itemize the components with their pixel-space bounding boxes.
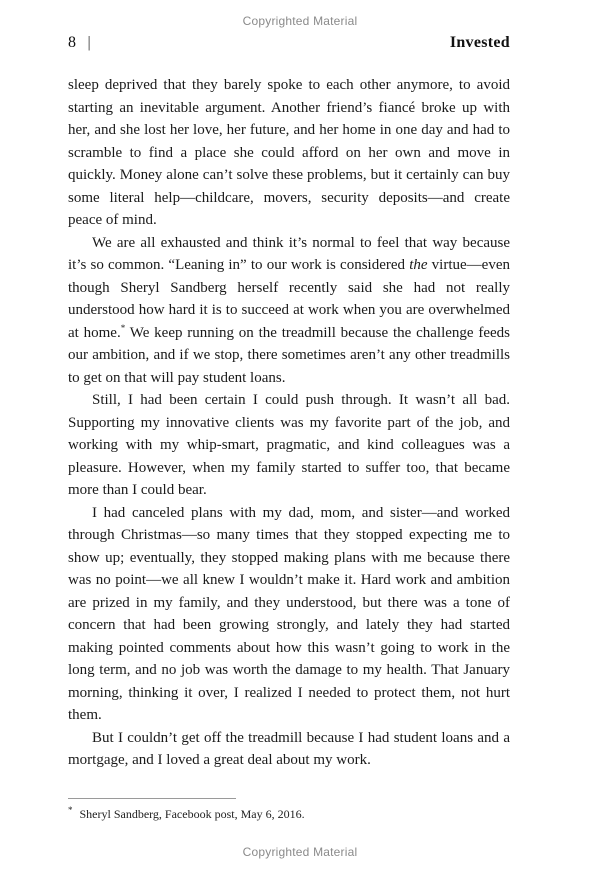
- page-header: [68, 34, 510, 52]
- paragraph: [68, 502, 510, 727]
- paragraph: [68, 727, 510, 772]
- footnote-text: Sheryl Sandberg, Facebook post, May 6, 2016.: [79, 806, 305, 821]
- text-segment: sleep deprived that they barely spoke to each other anymore, to avoid starting an inevitable argument. Another friend’s fiancé broke up with her, and she lost her love, her future, and her home in one day and had to scramble to find a place she could afford on her own and move in quickly. Money alone can’t solve these problems, but it certainly can buy some literal help—childcare, movers, security deposits—and create peace of mind.: [68, 77, 510, 228]
- page-number-separator: |: [87, 34, 92, 51]
- text-segment: I had canceled plans with my dad, mom, and sister—and worked through Christmas—so many times that they stopped expecting me to show up; eventually, they stopped making plans with me because there was no point—we all knew I wouldn’t make it. Hard work and ambition are prized in my family, and they understood, but there was a tone of concern that had been growing strongly, and lately they had started making pointed comments about how this wasn’t going to work in the long term, and no job was worth the damage to my health. That January morning, thinking it over, I realized I needed to protect them, not hurt them.: [68, 504, 510, 723]
- copyright-watermark-bottom: Copyrighted Material: [242, 845, 358, 859]
- paragraph: [68, 232, 510, 390]
- footnote: [68, 804, 510, 822]
- text-segment: virtue—even though Sheryl Sandberg herself recently said she had not really understood how hard it is to succeed at work when you are overwhelmed at home.: [68, 257, 510, 341]
- page-number-value: 8: [68, 34, 77, 51]
- footnote-marker: *: [68, 804, 73, 815]
- paragraph: [68, 74, 510, 232]
- page-number: [68, 34, 91, 52]
- text-segment: But I couldn’t get off the treadmill because I had student loans and a mortgage, and I loved a great deal about my work.: [68, 729, 510, 768]
- copyright-watermark-top: Copyrighted Material: [242, 14, 358, 28]
- book-title: Invested: [449, 34, 510, 51]
- text-segment: We keep running on the treadmill because the challenge feeds our ambition, and if we stop, there sometimes aren’t any other treadmills to get on that will pay student loans.: [68, 324, 511, 386]
- text-segment: Still, I had been certain I could push through. It wasn’t all bad. Supporting my innovative clients was my favorite part of the job, and working with my whip-smart, pragmatic, and kind colleagues was a pleasure. However, when my family started to suffer too, that became more than I could bear.: [68, 392, 510, 498]
- body-text: [68, 74, 510, 772]
- text-segment: We are all exhausted and think it’s normal to feel that way because it’s so common. “Leaning in” to our work is considered: [68, 234, 510, 273]
- footnote-divider: [68, 798, 236, 799]
- paragraph: [68, 389, 510, 502]
- footnote-reference: *: [120, 322, 126, 333]
- italic-text: the: [409, 257, 428, 273]
